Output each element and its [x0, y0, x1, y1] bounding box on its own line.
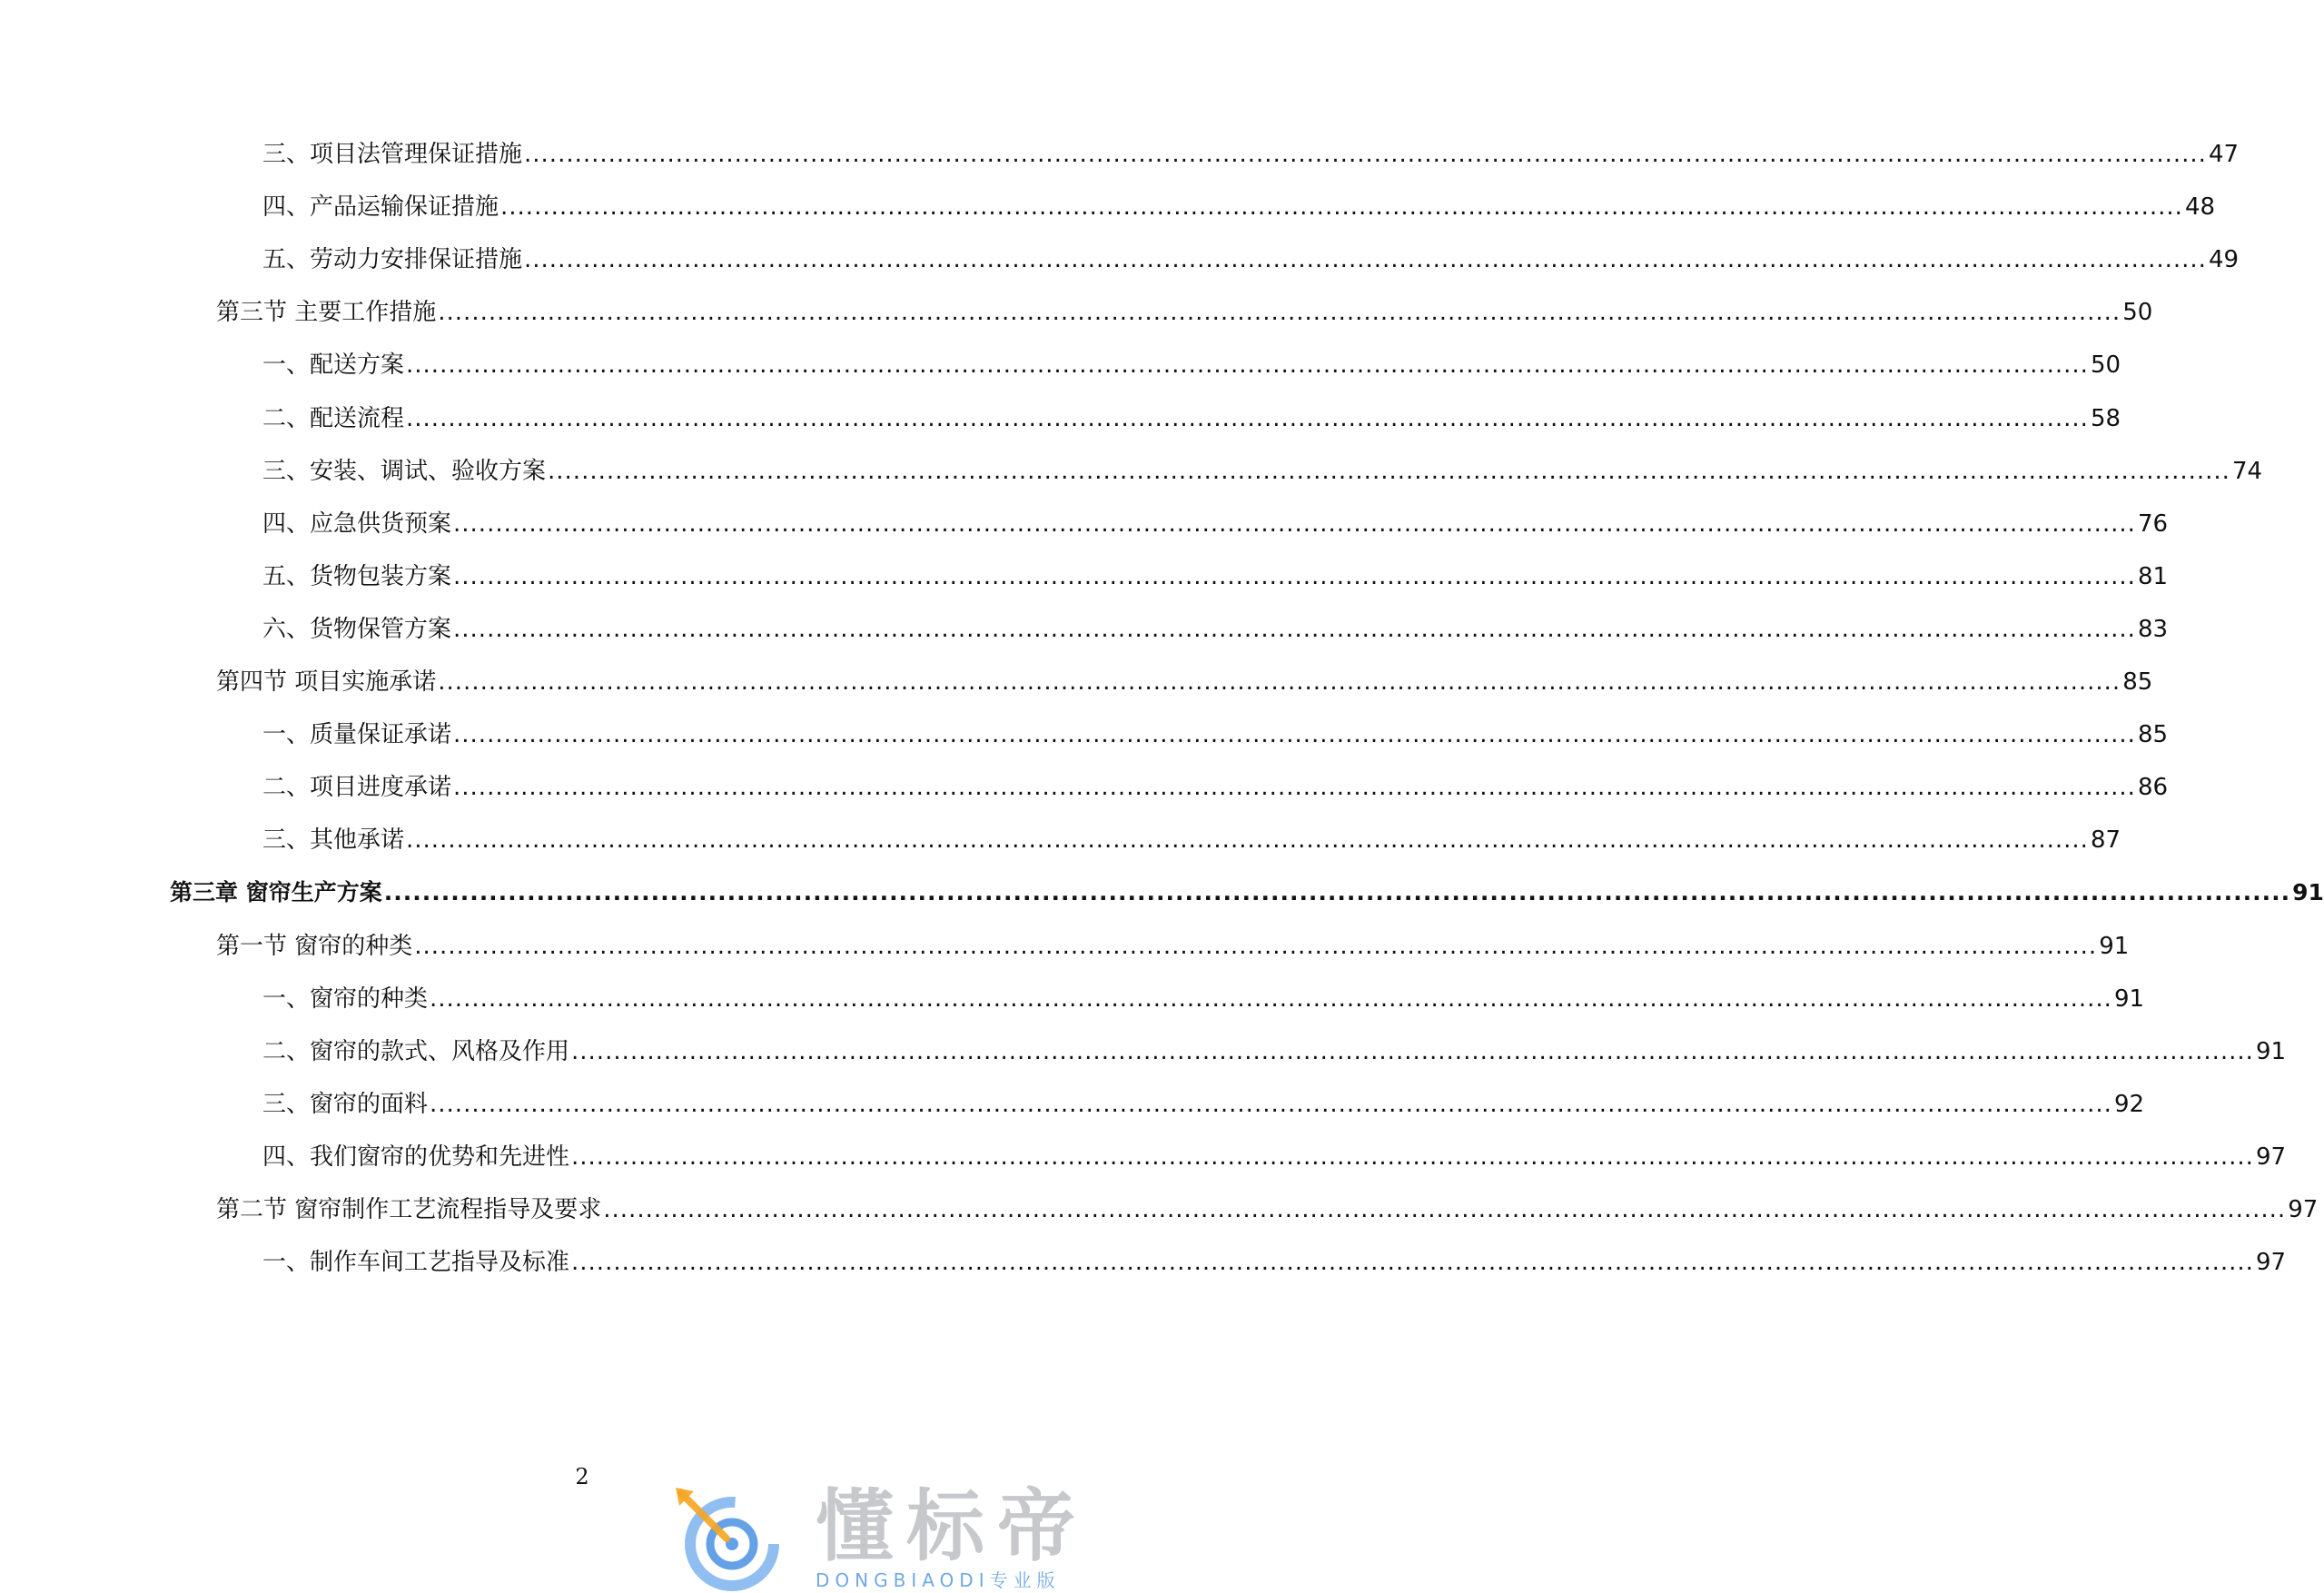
toc-entry-title: 一、质量保证承诺 [262, 721, 452, 748]
toc-leader-dots: ........................................................................................................................................................................................................ [383, 879, 2291, 905]
target-arrow-icon [672, 1488, 790, 1593]
toc-entry-title: 二、配送流程 [262, 405, 405, 432]
toc-entry[interactable] [216, 1192, 2319, 1228]
toc-entry-page: 97 [2255, 1249, 2287, 1276]
toc-leader-dots: ........................................................................................................................................................................................................ [453, 510, 2136, 538]
toc-entry-page: 50 [2090, 351, 2121, 379]
toc-leader-dots: ........................................................................................................................................................................................................ [571, 1249, 2254, 1276]
toc-leader-dots: ........................................................................................................................................................................................................ [453, 774, 2136, 801]
toc-entry[interactable] [216, 294, 2153, 331]
toc-entry-page: 86 [2137, 774, 2169, 801]
toc-leader-dots: ........................................................................................................................................................................................................ [406, 405, 2089, 432]
toc-leader-dots: ........................................................................................................................................................................................................ [524, 246, 2207, 273]
toc-entry-page: 97 [2288, 1196, 2319, 1223]
toc-entry[interactable] [262, 1034, 2287, 1070]
toc-entry-title: 一、配送方案 [262, 351, 405, 379]
toc-leader-dots: ........................................................................................................................................................................................................ [548, 458, 2230, 485]
toc-entry-page: 91 [2099, 933, 2130, 960]
toc-leader-dots: ........................................................................................................................................................................................................ [524, 141, 2207, 168]
page-number: 2 [575, 1464, 589, 1489]
toc-entry-page: 48 [2184, 193, 2216, 221]
toc-entry[interactable] [262, 1244, 2287, 1281]
toc-entry-title: 三、其他承诺 [262, 826, 405, 854]
toc-leader-dots: ........................................................................................................................................................................................................ [406, 351, 2089, 379]
toc-entry-title: 四、我们窗帘的优势和先进性 [262, 1143, 570, 1171]
toc-entry-page: 85 [2137, 721, 2169, 748]
toc-entry-title: 第三章 窗帘生产方案 [170, 879, 382, 905]
toc-entry[interactable] [216, 664, 2153, 700]
toc-leader-dots: ........................................................................................................................................................................................................ [438, 668, 2121, 696]
toc-entry[interactable] [262, 401, 2121, 437]
toc-entry[interactable] [170, 875, 2324, 911]
toc-entry[interactable] [262, 347, 2121, 383]
toc-leader-dots: ........................................................................................................................................................................................................ [430, 985, 2112, 1013]
toc-entry-title: 五、劳动力安排保证措施 [262, 246, 523, 273]
toc-entry[interactable] [262, 1086, 2145, 1123]
toc-entry-title: 四、产品运输保证措施 [262, 193, 499, 221]
toc-entry-page: 87 [2090, 826, 2121, 854]
toc-entry-title: 三、窗帘的面料 [262, 1091, 429, 1118]
toc-entry-title: 第三节 主要工作措施 [216, 299, 437, 326]
toc-leader-dots: ........................................................................................................................................................................................................ [438, 299, 2121, 326]
toc-entry-page: 50 [2122, 299, 2153, 326]
toc-leader-dots: ........................................................................................................................................................................................................ [453, 616, 2136, 643]
toc-entry-title: 六、货物保管方案 [262, 616, 452, 643]
toc-entry[interactable] [262, 242, 2240, 278]
toc-entry[interactable] [262, 717, 2169, 753]
toc-entry-page: 91 [2113, 985, 2145, 1013]
watermark [672, 1479, 1099, 1593]
toc-entry-page: 85 [2122, 668, 2153, 696]
toc-entry[interactable] [262, 453, 2263, 490]
toc-entry-title: 第四节 项目实施承诺 [216, 668, 437, 696]
toc-entry[interactable] [262, 981, 2145, 1017]
toc-entry-page: 92 [2113, 1091, 2145, 1118]
toc-entry-title: 第一节 窗帘的种类 [216, 933, 413, 960]
toc-entry-page: 91 [2292, 879, 2324, 905]
toc-entry[interactable] [262, 611, 2169, 648]
toc-entry-page: 58 [2090, 405, 2121, 432]
toc-entry[interactable] [262, 769, 2169, 806]
toc-entry[interactable] [262, 1139, 2287, 1175]
toc-entry[interactable] [216, 928, 2130, 965]
toc-entry-title: 五、货物包装方案 [262, 563, 452, 590]
watermark-subtitle: DONGBIAODI专业版 [816, 1569, 1061, 1591]
toc-entry-page: 91 [2255, 1038, 2287, 1065]
toc-leader-dots: ........................................................................................................................................................................................................ [406, 826, 2089, 854]
toc-entry-page: 83 [2137, 616, 2169, 643]
toc-entry-page: 49 [2208, 246, 2240, 273]
toc-leader-dots: ........................................................................................................................................................................................................ [430, 1091, 2112, 1118]
toc-leader-dots: ........................................................................................................................................................................................................ [453, 563, 2136, 590]
toc-entry-page: 47 [2208, 141, 2240, 168]
toc-entry-page: 97 [2255, 1143, 2287, 1171]
toc-entry[interactable] [262, 559, 2169, 595]
toc-entry-page: 76 [2137, 510, 2169, 538]
toc-entry-title: 第二节 窗帘制作工艺流程指导及要求 [216, 1196, 602, 1223]
toc-leader-dots: ........................................................................................................................................................................................................ [571, 1038, 2254, 1065]
toc-entry-page: 74 [2231, 458, 2263, 485]
toc-entry-title: 一、制作车间工艺指导及标准 [262, 1249, 570, 1276]
toc-entry[interactable] [262, 136, 2240, 173]
toc-entry[interactable] [262, 189, 2216, 225]
toc-leader-dots: ........................................................................................................................................................................................................ [414, 933, 2098, 960]
toc-entry-title: 三、项目法管理保证措施 [262, 141, 523, 168]
toc-leader-dots: ........................................................................................................................................................................................................ [571, 1143, 2254, 1171]
toc-leader-dots: ........................................................................................................................................................................................................ [500, 193, 2183, 221]
toc-entry-title: 四、应急供货预案 [262, 510, 452, 538]
toc-entry[interactable] [262, 822, 2121, 858]
toc-entry-title: 一、窗帘的种类 [262, 985, 429, 1013]
toc-leader-dots: ........................................................................................................................................................................................................ [453, 721, 2136, 748]
toc-entry-title: 二、项目进度承诺 [262, 774, 452, 801]
watermark-brand: 懂标帝 [816, 1481, 1088, 1572]
toc-entry-page: 81 [2137, 563, 2169, 590]
toc-entry-title: 三、安装、调试、验收方案 [262, 458, 547, 485]
toc-entry[interactable] [262, 506, 2169, 542]
toc-leader-dots: ........................................................................................................................................................................................................ [603, 1196, 2287, 1223]
toc-entry-title: 二、窗帘的款式、风格及作用 [262, 1038, 570, 1065]
